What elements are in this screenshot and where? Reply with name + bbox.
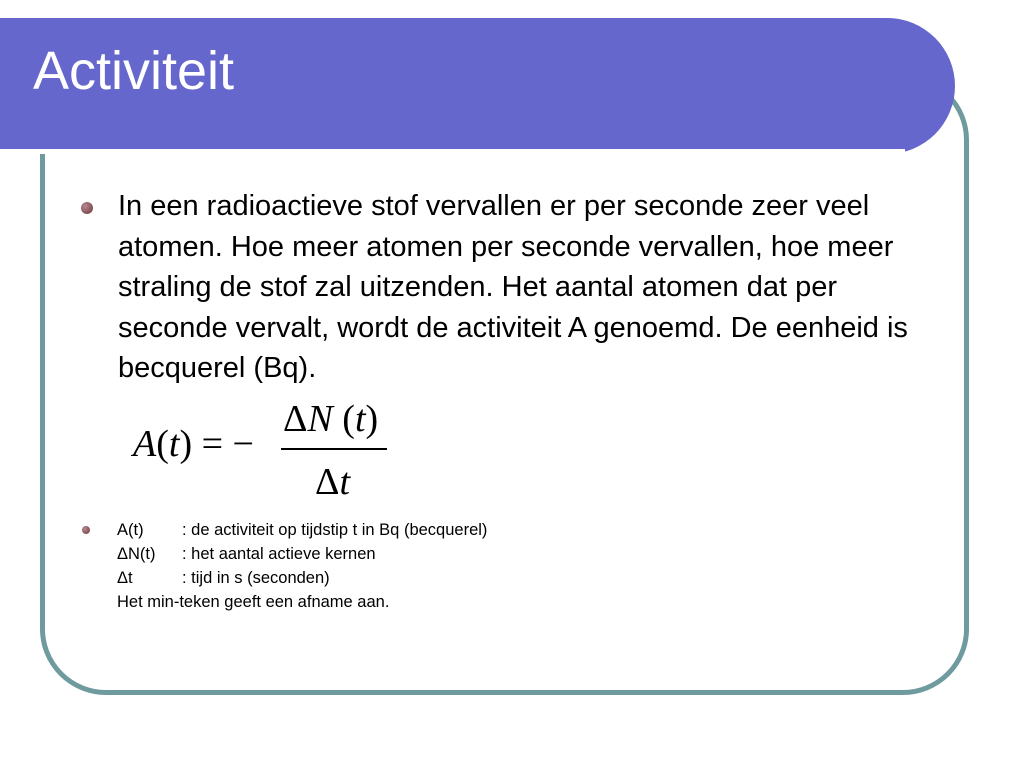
legend-symbol: Δt xyxy=(117,569,133,587)
formula-denominator: Δt xyxy=(315,461,350,503)
symbol-legend xyxy=(117,518,487,614)
legend-row xyxy=(117,542,487,566)
fraction-bar xyxy=(281,448,387,450)
legend-note xyxy=(117,590,487,614)
main-paragraph: In een radioactieve stof vervallen er per seconde zeer veel atomen. Hoe meer atomen per seconde vervallen, hoe meer straling de stof zal uitzenden. Het aantal atomen dat per seconde vervalt, wordt de activiteit A genoemd. De eenheid is becquerel (Bq). xyxy=(118,190,908,384)
activity-formula xyxy=(133,400,403,510)
title-underline xyxy=(0,149,905,154)
legend-row xyxy=(117,566,487,590)
legend-description: : de activiteit op tijdstip t in Bq (becquerel) xyxy=(182,521,488,539)
legend-row xyxy=(117,518,487,542)
minus-sign-note: Het min-teken geeft een afname aan. xyxy=(117,593,390,611)
slide-title: Activiteit xyxy=(33,41,235,101)
formula-numerator: ΔN (t) xyxy=(283,398,379,440)
bullet-icon xyxy=(81,202,93,214)
formula-lhs: A(t) = − xyxy=(133,423,254,465)
legend-symbol: ΔN(t) xyxy=(117,545,156,563)
legend-symbol: A(t) xyxy=(117,521,144,539)
legend-description: : het aantal actieve kernen xyxy=(182,545,376,563)
bullet-icon xyxy=(82,526,90,534)
legend-description: : tijd in s (seconden) xyxy=(182,569,330,587)
